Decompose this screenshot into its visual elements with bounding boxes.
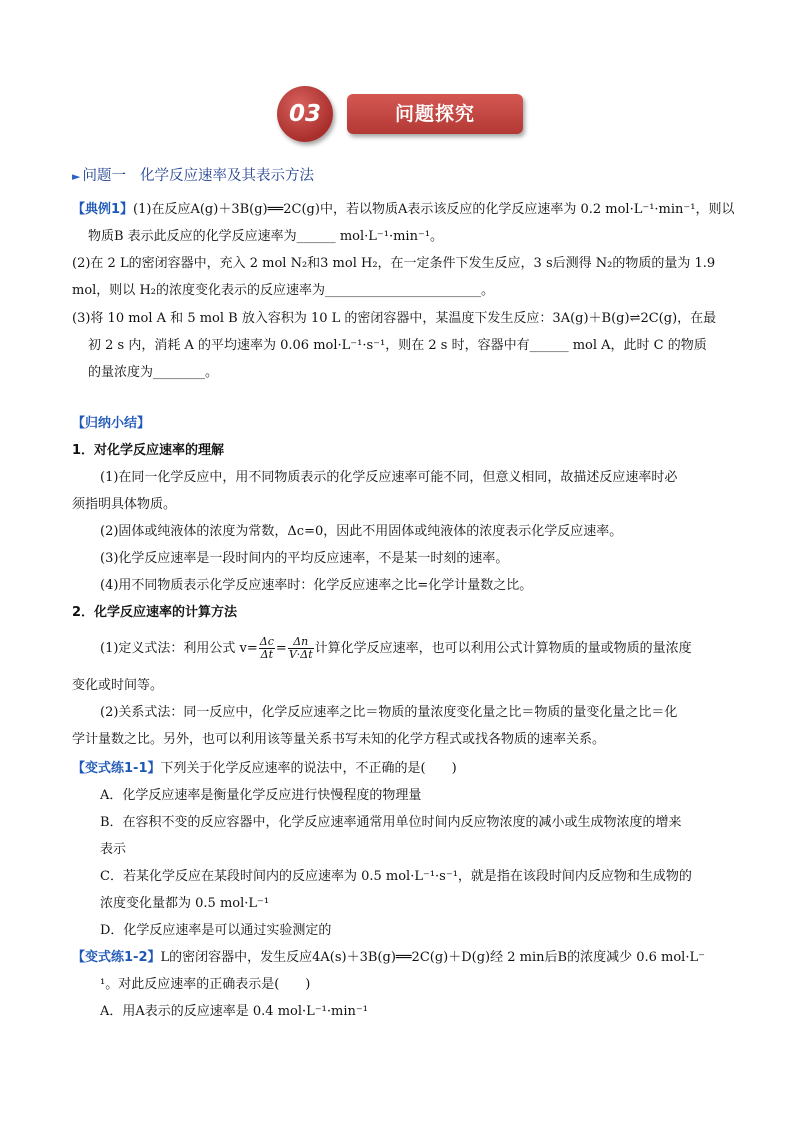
section-title: 问题探究 [394, 103, 475, 125]
question-topic: 化学反应速率及其表示方法 [139, 168, 314, 184]
choice-a: A．用A表示的反应速率是 0.4 mol·L⁻¹·min⁻¹ [100, 1004, 368, 1019]
exercise-tag: 【变式练1-1】 [72, 761, 161, 776]
choice-a: A．化学反应速率是衡量化学反应进行快慢程度的物理量 [100, 788, 422, 803]
summary-paragraph: (2)固体或纯液体的浓度为常数，Δc=0，因此不用固体或纯液体的浓度表示化学反应速率。 [100, 524, 623, 539]
example-line: mol，则以 H₂的浓度变化表示的反应速率为________________________。 [72, 283, 494, 298]
summary-paragraph: (3)化学反应速率是一段时间内的平均反应速率，不是某一时刻的速率。 [100, 551, 509, 566]
example-line: (3)将 10 mol A 和 5 mol B 放入容积为 10 L 的密闭容器中，某温度下发生反应：3A(g)＋B(g)⇌2C(g)，在最 [72, 311, 717, 326]
summary-heading-1: 1．对化学反应速率的理解 [72, 443, 225, 458]
section-header-badge [277, 86, 527, 142]
example-line: 的量浓度为________。 [88, 365, 219, 380]
example-tag: 【典例1】 [72, 202, 134, 217]
choice-d: D．化学反应速率是可以通过实验测定的 [100, 923, 332, 938]
summary-paragraph: 学计量数之比。另外，也可以利用该等量关系书写未知的化学方程式或找各物质的速率关系。 [72, 732, 606, 747]
summary-paragraph: 变化或时间等。 [72, 678, 164, 693]
example-line: 初 2 s 内，消耗 A 的平均速率为 0.06 mol·L⁻¹·s⁻¹，则在 2 s 时，容器中有______ mol A，此时 C 的物质 [88, 338, 707, 353]
fraction-dn-vdt: $\frac{\Delta n}{V\cdot\Delta t}$ [288, 635, 313, 661]
summary-paragraph: (2)关系式法：同一反应中，化学反应速率之比＝物质的量浓度变化量之比＝物质的量变化量之比＝化 [100, 705, 678, 720]
choice-c-cont: 浓度变化量都为 0.5 mol·L⁻¹ [100, 896, 270, 911]
summary-paragraph: (1)在同一化学反应中，用不同物质表示的化学反应速率可能不同，但意义相同，故描述反应速率时必 [100, 470, 678, 485]
exercise-stem: 【变式练1-1】下列关于化学反应速率的说法中，不正确的是( ) [72, 761, 457, 776]
choice-b: B．在容积不变的反应容器中，化学反应速率通常用单位时间内反应物浓度的减小或生成物浓度的增来 [100, 815, 682, 830]
question-label: 问题一 [82, 168, 126, 184]
exercise-stem-cont: ¹。对此反应速率的正确表示是( ) [100, 977, 311, 992]
question-heading [72, 164, 314, 185]
triangle-bullet-icon: ► [72, 170, 81, 183]
summary-paragraph: (4)用不同物质表示化学反应速率时：化学反应速率之比=化学计量数之比。 [100, 578, 533, 593]
example-line: 物质B 表示此反应的化学反应速率为______ mol·L⁻¹·min⁻¹。 [88, 229, 444, 244]
choice-c: C．若某化学反应在某段时间内的反应速率为 0.5 mol·L⁻¹·s⁻¹，就是指在该段时间内反应物和生成物的 [100, 869, 692, 884]
formula-line: (1)定义式法：利用公式 v= $\frac{\Delta c}{\Delta t}$ = $\frac{\Delta n}{V\cdot\Delta t}$ 计算化学反应速率，也可以利用公式计算物质的量或物质的量浓度 [100, 635, 692, 661]
section-number: 03 [288, 101, 321, 127]
summary-heading-2: 2．化学反应速率的计算方法 [72, 605, 238, 620]
example-line: 【典例1】(1)在反应A(g)＋3B(g)══2C(g)中，若以物质A表示该反应的化学反应速率为 0.2 mol·L⁻¹·min⁻¹，则以 [72, 202, 735, 217]
choice-b-cont: 表示 [100, 842, 127, 857]
exercise-stem: 【变式练1-2】L的密闭容器中，发生反应4A(s)＋3B(g)══2C(g)＋D(g)经 2 min后B的浓度减少 0.6 mol·L⁻ [72, 950, 705, 965]
example-line: (2)在 2 L的密闭容器中，充入 2 mol N₂和3 mol H₂，在一定条件下发生反应，3 s后测得 N₂的物质的量为 1.9 [72, 256, 716, 271]
exercise-tag: 【变式练1-2】 [72, 950, 161, 965]
summary-paragraph: 须指明具体物质。 [72, 497, 177, 512]
fraction-dc-dt: $\frac{\Delta c}{\Delta t}$ [259, 635, 274, 661]
summary-tag: 【归纳小结】 [72, 416, 151, 431]
